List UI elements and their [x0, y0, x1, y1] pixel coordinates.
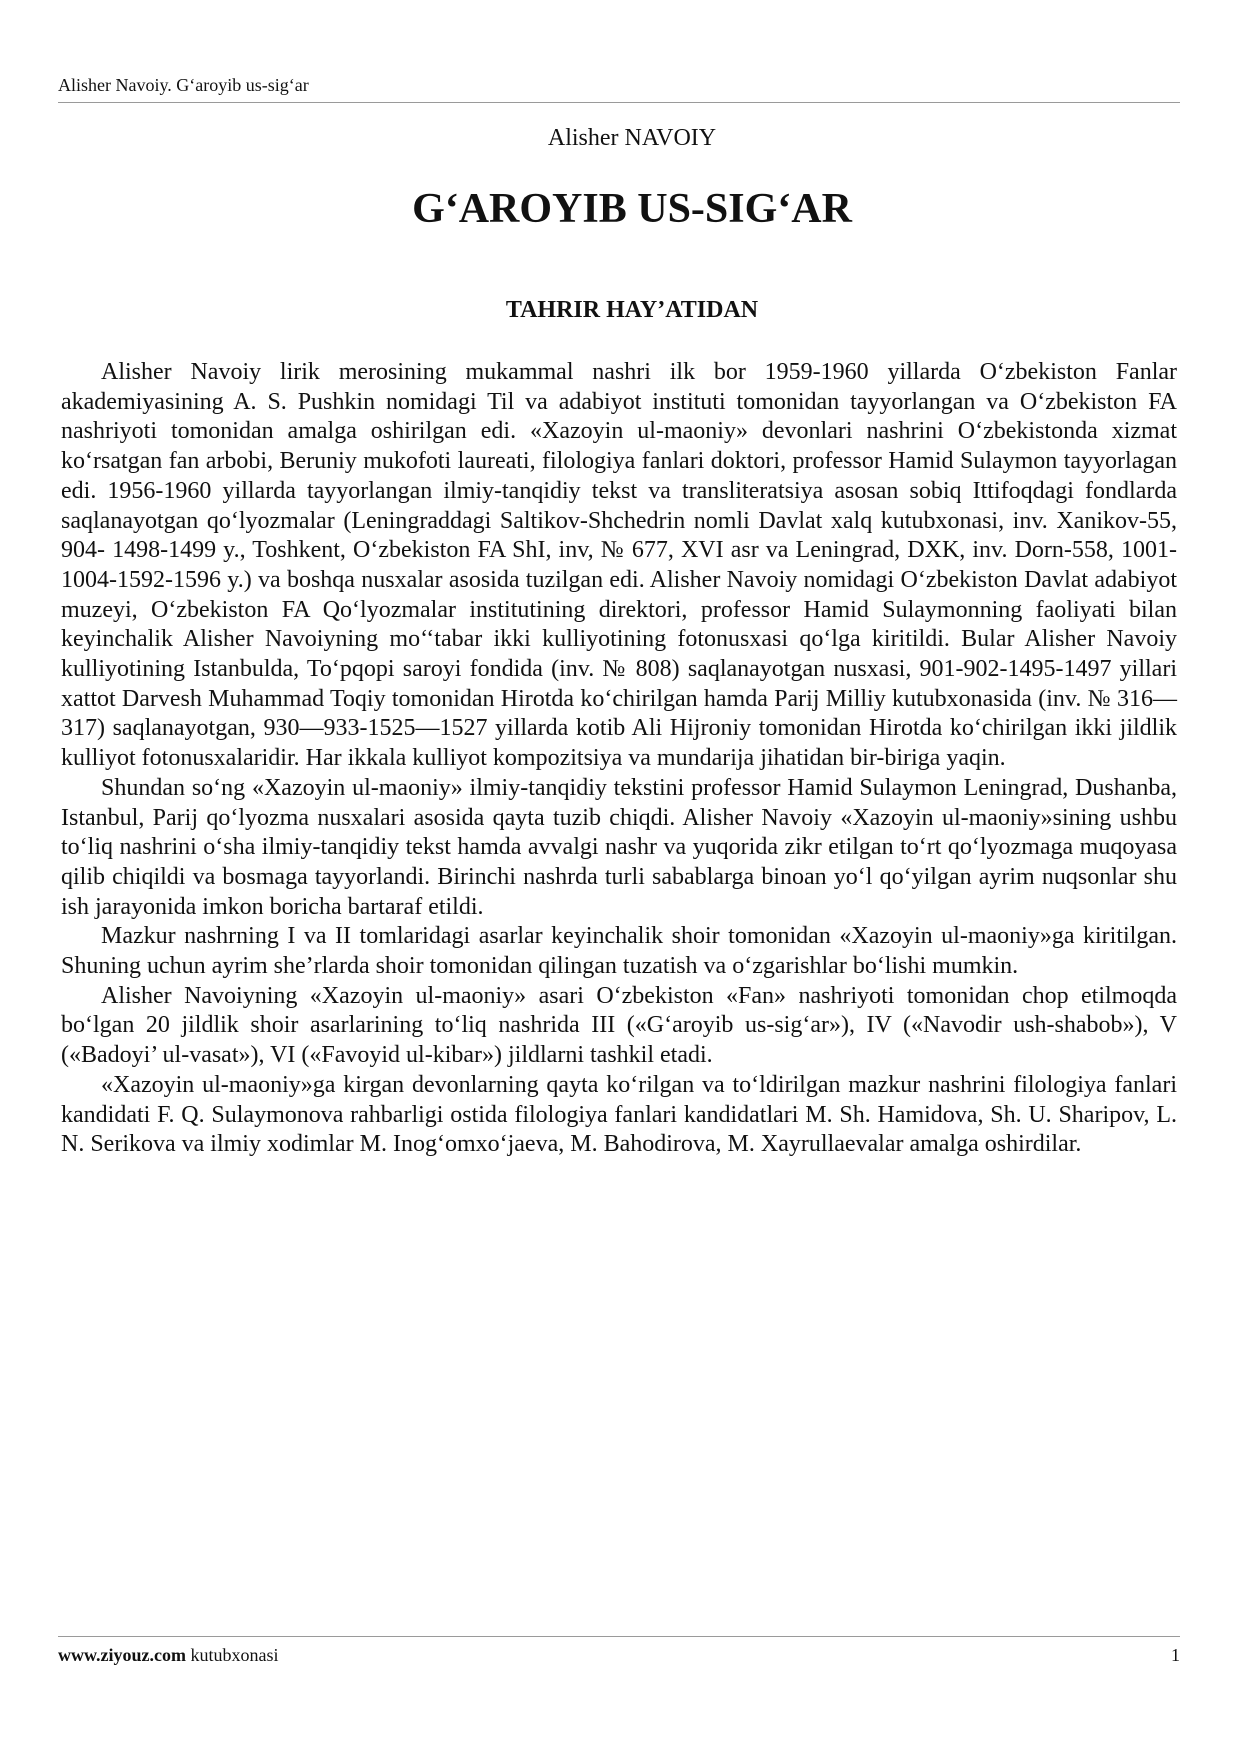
body-text — [61, 358, 1177, 1160]
paragraph-4: Alisher Navoiyning «Xazoyin ul-maoniy» asari O‘zbekiston «Fan» nashriyoti tomonidan chop etilmoqda bo‘lgan 20 jildlik shoir asarlarining to‘liq nashrida III («G‘aroyib us-sig‘ar»), IV («Navodir ush-shabob»), V («Badoyi’ ul-vasat»), VI («Favoyid ul-kibar») jildlarni tashkil etadi. — [61, 982, 1177, 1069]
page-number: 1 — [1171, 1645, 1180, 1665]
page-footer — [58, 1644, 1180, 1666]
paragraph-5: «Xazoyin ul-maoniy»ga kirgan devonlarning qayta ko‘rilgan va to‘ldirilgan mazkur nashrini filologiya fanlari kandidati F. Q. Sulaymonova rahbarligi ostida filologiya fanlari kandidatlari M. Sh. Hamidova, Sh. U. Sharipov, L. N. Serikova va ilmiy xodimlar M. Inog‘omxo‘jaeva, M. Bahodirova, M. Xayrullaevalar amalga oshirdilar. — [61, 1071, 1177, 1158]
footer-divider — [58, 1636, 1180, 1637]
running-header: Alisher Navoiy. G‘aroyib us-sig‘ar — [58, 75, 309, 95]
paragraph-2: Shundan so‘ng «Xazoyin ul-maoniy» ilmiy-tanqidiy tekstini professor Hamid Sulaymon Leningrad, Dushanba, Istanbul, Parij qo‘lyozma nusxalari asosida qayta tuzib chiqdi. Alisher Navoiy «Xazoyin ul-maoniy»sining ushbu to‘liq nashrini o‘sha ilmiy-tanqidiy tekst hamda avvalgi nashr va yuqorida zikr etilgan to‘rt qo‘lyozmaga muqoyasa qilib chiqildi va bosmaga tayyorlandi. Birinchi nashrda turli sabablarga binoan yo‘l qo‘yilgan ayrim nuqsonlar shu ish jarayonida imkon boricha bartaraf etildi. — [61, 774, 1177, 920]
author-name: Alisher NAVOIY — [547, 125, 717, 151]
document-title: G‘AROYIB US-SIG‘AR — [412, 186, 852, 232]
footer-label: kutubxonasi — [190, 1645, 279, 1665]
paragraph-1: Alisher Navoiy lirik merosining mukammal nashri ilk bor 1959-1960 yillarda O‘zbekiston Fanlar akademiyasining A. S. Pushkin nomidagi Til va adabiyot instituti tomonidan tayyorlangan va O‘zbekiston FA nashriyoti tomonidan amalga oshirilgan edi. «Xazoyin ul-maoniy» devonlari nashrini O‘zbekistonda xizmat ko‘rsatgan fan arbobi, Beruniy mukofoti laureati, filologiya fanlari doktori, professor Hamid Sulaymon tayyorlagan edi. 1956-1960 yillarda tayyorlangan ilmiy-tanqidiy tekst va transliteratsiya asosan sobiq Ittifoqdagi fondlarda saqlanayotgan qo‘lyozmalar (Leningraddagi Saltikov-Shchedrin nomli Davlat xalq kutubxonasi, inv. Xanikov-55, 904- 1498-1499 y., Toshkent, O‘zbekiston FA ShI, inv, № 677, XVI asr va Leningrad, DXK, inv. Dorn-558, 1001-1004-1592-1596 y.) va boshqa nusxalar asosida tuzilgan edi. Alisher Navoiy nomidagi O‘zbekiston Davlat adabiyot muzeyi, O‘zbekiston FA Qo‘lyozmalar institutining direktori, professor Hamid Sulaymonning faoliyati bilan keyinchalik Alisher Navoiyning mo‘‘tabar ikki kulliyotining fotonusxasi qo‘lga kiritildi. Bular Alisher Navoiy kulliyotining Istanbulda, To‘pqopi saroyi fondida (inv. № 808) saqlanayotgan nusxasi, 901-902-1495-1497 yillari xattot Darvesh Muhammad Toqiy tomonidan Hirotda ko‘chirilgan hamda Parij Milliy kutubxonasida (inv. № 316—317) saqlanayotgan, 930—933-1525—1527 yillarda kotib Ali Hijroniy tomonidan Hirotda ko‘chirilgan ikki jildlik kulliyot fotonusxalaridir. Har ikkala kulliyot kompozitsiya va mundarija jihatidan bir-biriga yaqin. — [61, 359, 1177, 772]
section-heading: TAHRIR HAY’ATIDAN — [505, 297, 759, 323]
paragraph-3: Mazkur nashrning I va II tomlaridagi asarlar keyinchalik shoir tomonidan «Xazoyin ul-maoniy»ga kiritilgan. Shuning uchun ayrim she’rlarda shoir tomonidan qilingan tuzatish va o‘zgarishlar bo‘lishi mumkin. — [61, 923, 1177, 980]
header-divider — [58, 102, 1180, 103]
footer-site-link[interactable]: www.ziyouz.com — [58, 1645, 186, 1665]
